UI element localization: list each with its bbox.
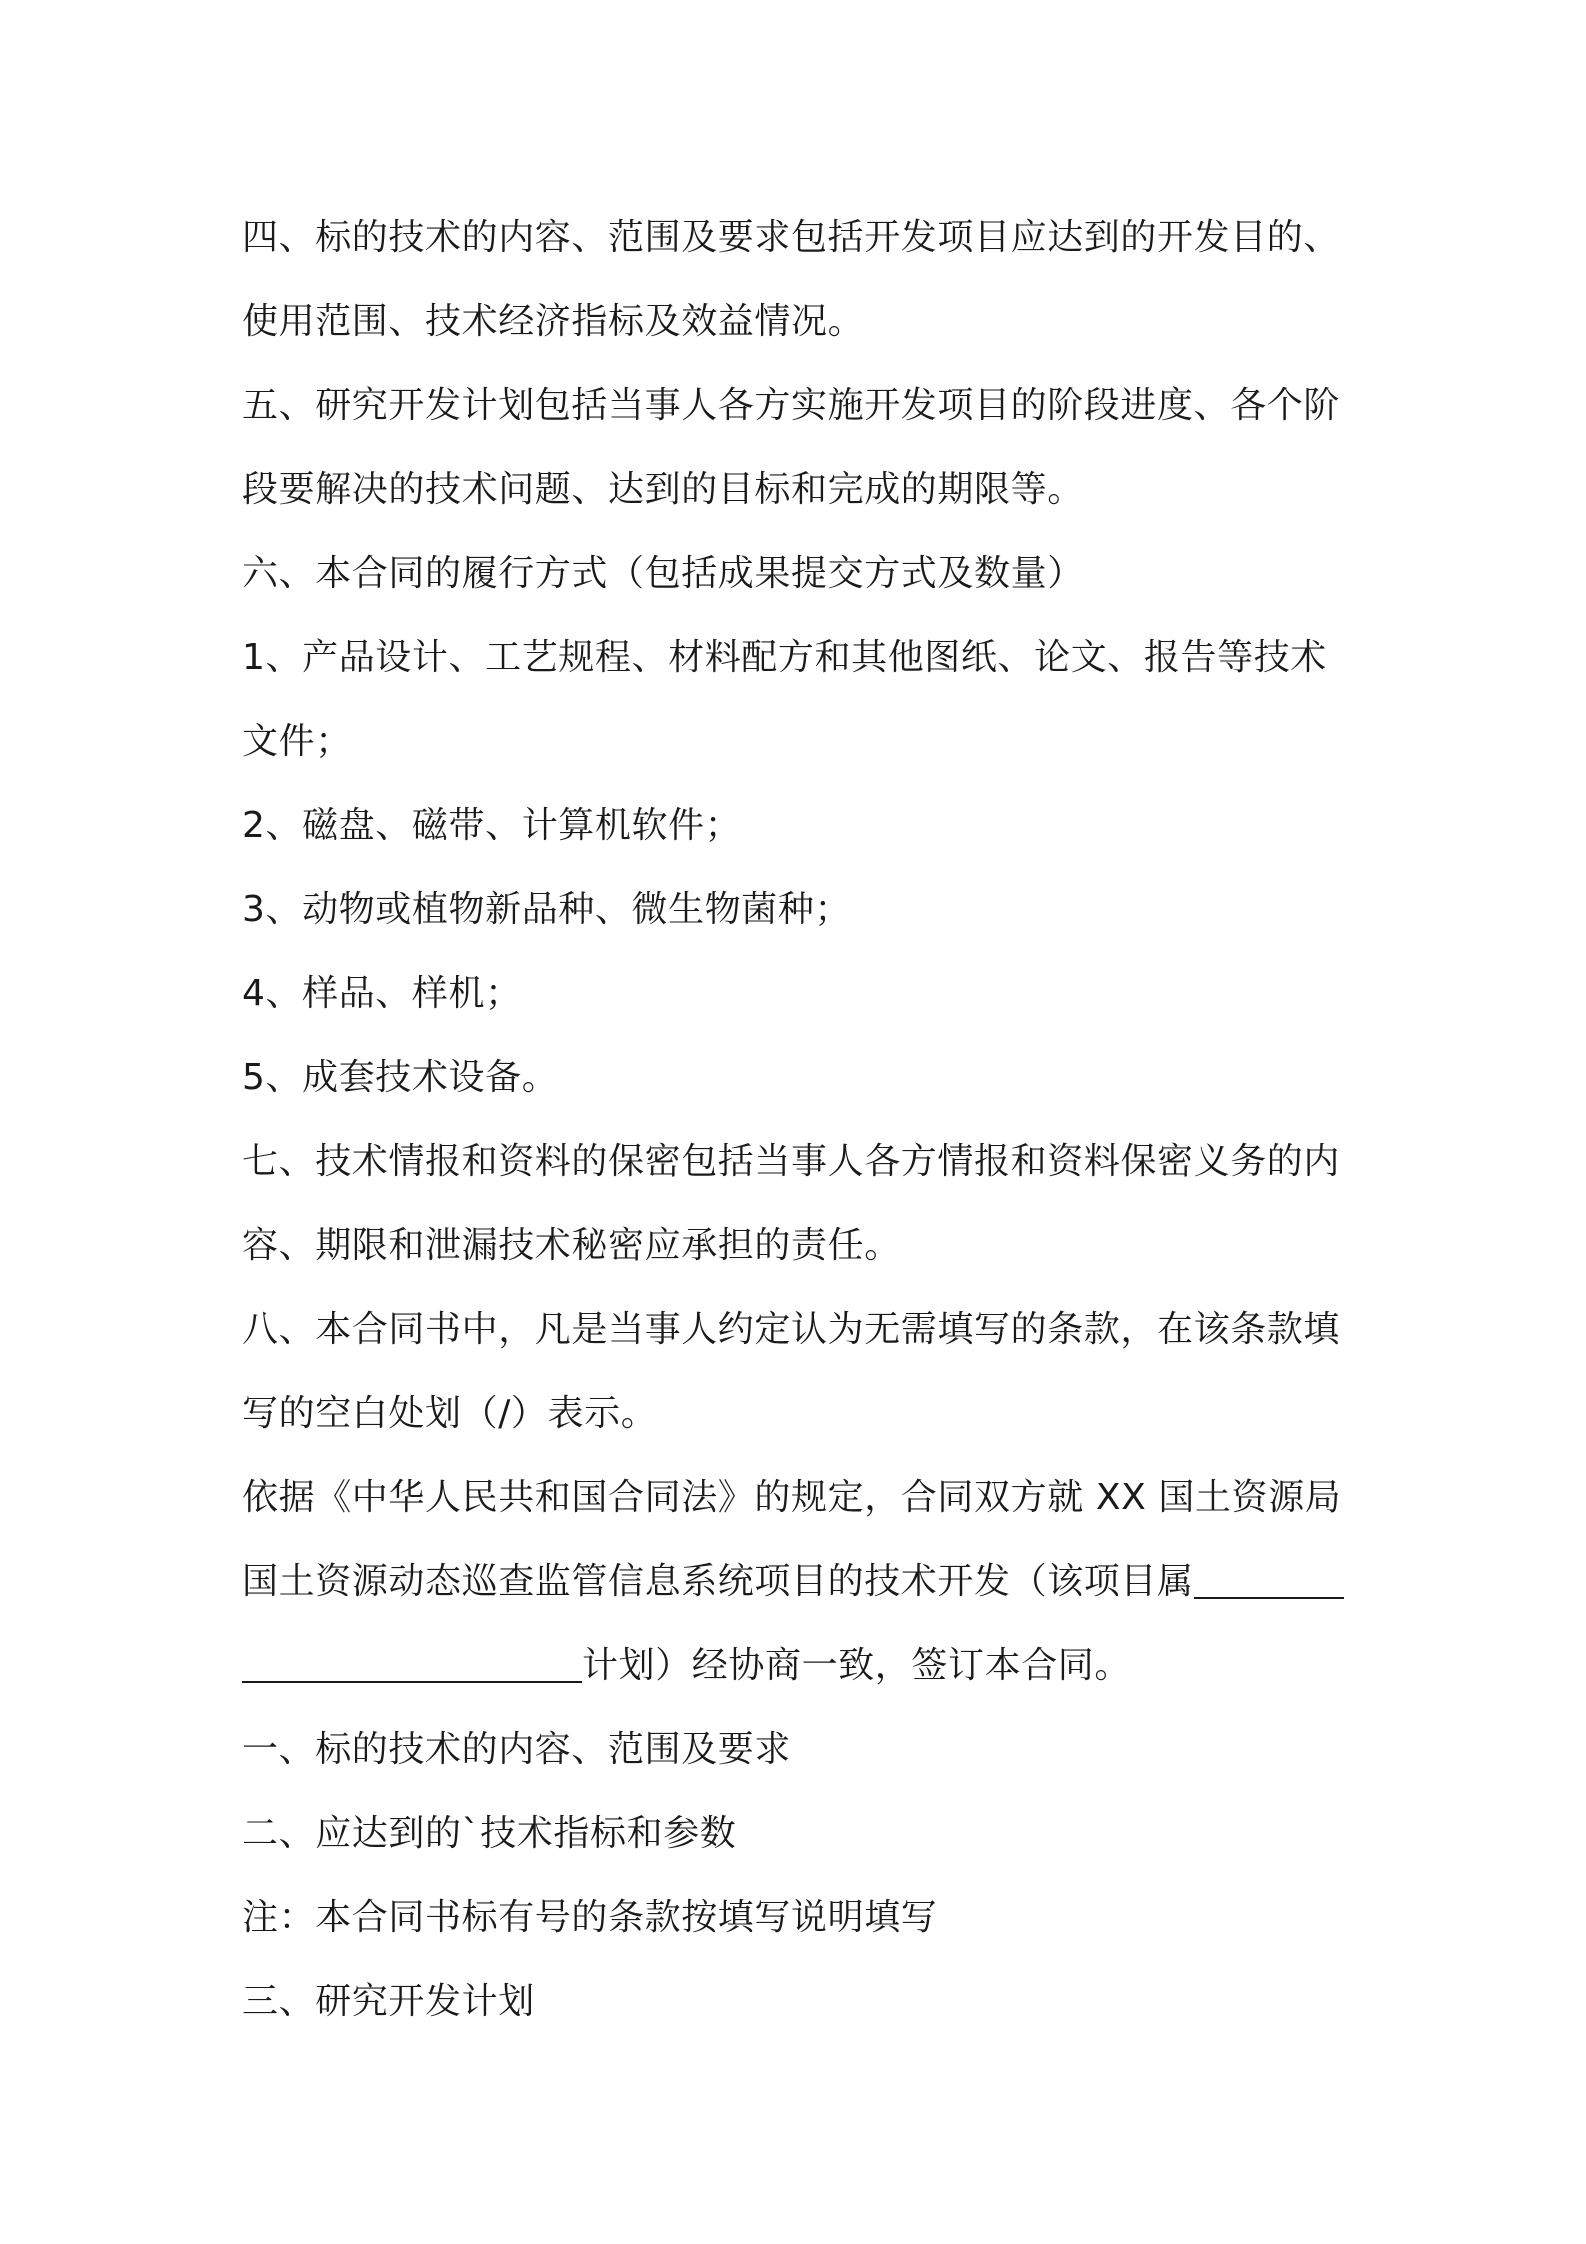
text-line: 依据《中华人民共和国合同法》的规定，合同双方就 XX 国土资源局 [242, 1477, 1342, 1518]
text-line-with-blank [242, 1540, 1362, 1624]
text-line: 八、本合同书中，凡是当事人约定认为无需填写的条款，在该条款填 [242, 1309, 1341, 1350]
text-line: 五、研究开发计划包括当事人各方实施开发项目的阶段进度、各个阶 [242, 385, 1341, 426]
fill-in-blank [1194, 1559, 1344, 1599]
text-segment: 国土资源动态巡查监管信息系统项目的技术开发（该项目属 [242, 1561, 1194, 1602]
text-line: 文件； [242, 721, 352, 762]
text-line: 5、成套技术设备。 [242, 1057, 559, 1098]
text-segment: 计划）经协商一致，签订本合同。 [582, 1645, 1132, 1686]
text-line: 三、研究开发计划 [242, 1981, 535, 2022]
text-line: 一、标的技术的内容、范围及要求 [242, 1729, 792, 1770]
text-line-with-blank [242, 1624, 1362, 1708]
text-line: 容、期限和泄漏技术秘密应承担的责任。 [242, 1225, 901, 1266]
text-line: 注：本合同书标有号的条款按填写说明填写 [242, 1897, 938, 1938]
text-line: 二、应达到的`技术指标和参数 [242, 1813, 737, 1854]
text-line: 写的空白处划（/）表示。 [242, 1393, 658, 1434]
fill-in-blank [242, 1643, 582, 1683]
text-line: 六、本合同的履行方式（包括成果提交方式及数量） [242, 553, 1084, 594]
text-line: 段要解决的技术问题、达到的目标和完成的期限等。 [242, 469, 1084, 510]
text-line: 4、样品、样机； [242, 973, 522, 1014]
text-line: 2、磁盘、磁带、计算机软件； [242, 805, 742, 846]
text-line: 1、产品设计、工艺规程、材料配方和其他图纸、论文、报告等技术 [242, 637, 1327, 678]
text-line: 使用范围、技术经济指标及效益情况。 [242, 301, 865, 342]
document-body [242, 196, 1362, 2044]
text-line: 3、动物或植物新品种、微生物菌种； [242, 889, 852, 930]
text-line: 七、技术情报和资料的保密包括当事人各方情报和资料保密义务的内 [242, 1141, 1341, 1182]
text-line: 四、标的技术的内容、范围及要求包括开发项目应达到的开发目的、 [242, 217, 1341, 258]
